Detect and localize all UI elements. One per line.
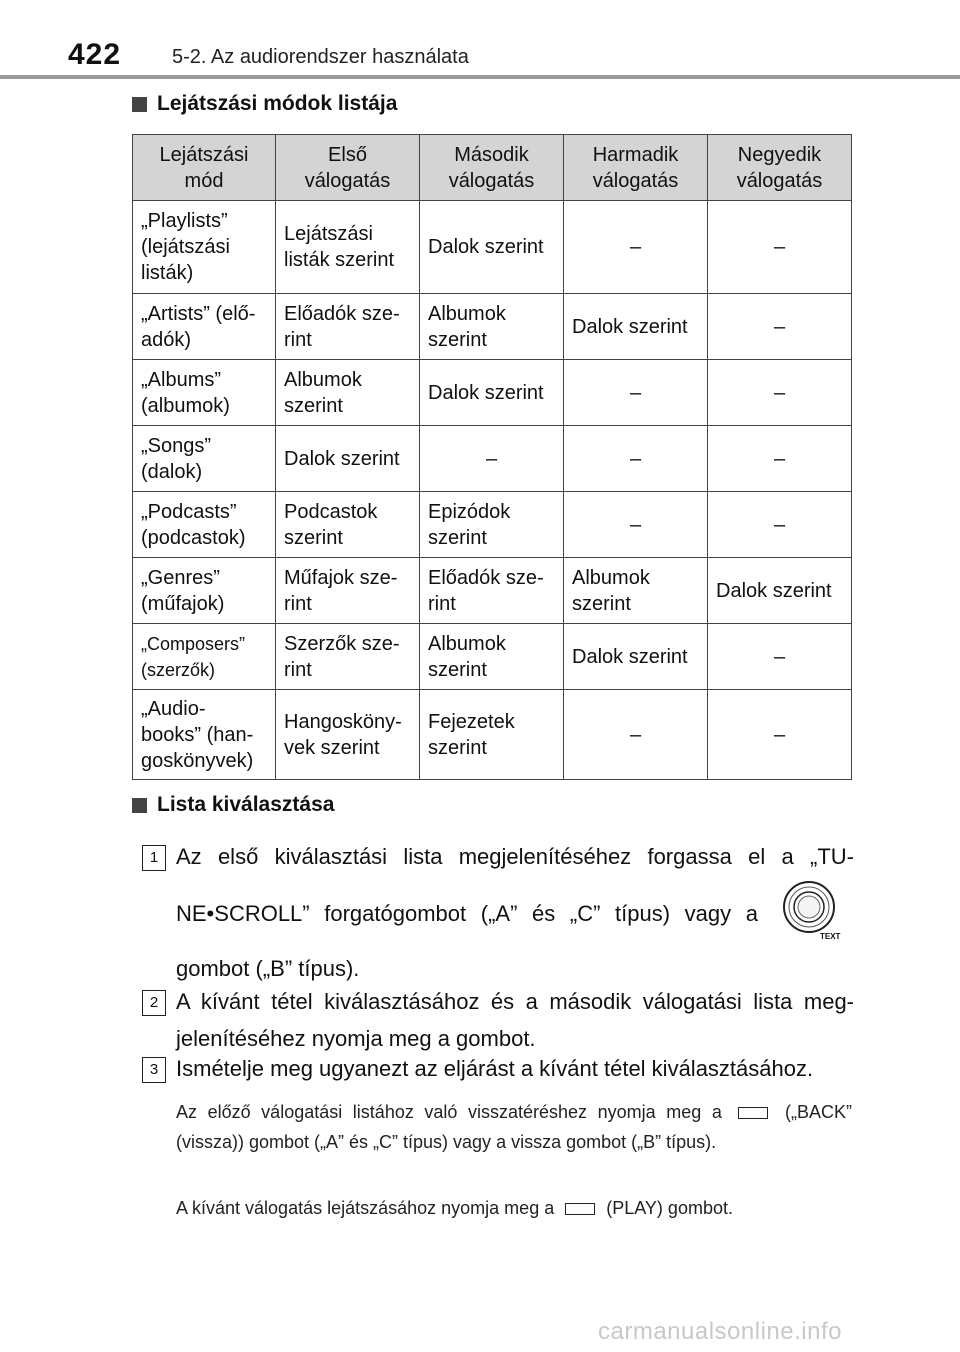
note-text: („BACK” (vissza)) gombot („A” és „C” típus) vagy a vissza gombot („B” típus). [176,1102,852,1152]
step-2 [132,983,854,1057]
table-cell: „Composers” (szerzők) [133,624,276,690]
table-cell: Epizódok szerint [420,492,564,558]
table-cell: Dalok szerint [276,426,420,492]
table-cell: – [708,360,852,426]
column-header: Első válogatás [276,135,420,201]
table-cell: Dalok szerint [564,624,708,690]
table-row [133,690,852,780]
table-cell: – [708,201,852,294]
table-cell: – [708,492,852,558]
table-row [133,294,852,360]
table-cell: – [708,294,852,360]
table-cell: Szerzők sze- rint [276,624,420,690]
step-text-line: Az első kiválasztási lista megjelenítéséhez forgassa el a „TU- [176,844,854,869]
table-row [133,624,852,690]
step-text: Ismételje meg ugyanezt az eljárást a kívánt tétel kiválasztásához. [176,1056,814,1081]
header-rule [0,75,960,79]
step-text: A kívánt tétel kiválasztásához és a második válogatási lista meg-jelenítéséhez nyomja meg a gombot. [176,989,854,1051]
table-cell: – [564,201,708,294]
table-cell: Dalok szerint [420,360,564,426]
table-row [133,492,852,558]
table-row [133,426,852,492]
tune-scroll-knob-icon [782,878,842,942]
table-cell: Előadók sze- rint [276,294,420,360]
table-cell: Műfajok sze- rint [276,558,420,624]
square-bullet-icon [132,97,147,112]
section-heading-text: Lista kiválasztása [157,793,335,816]
table-cell: – [564,492,708,558]
table-header-row [133,135,852,201]
back-button-icon [738,1107,768,1119]
column-header: Harmadik válogatás [564,135,708,201]
table-cell: – [564,690,708,780]
table-cell: Albumok szerint [276,360,420,426]
step-1 [132,838,854,987]
table-cell: „Podcasts” (podcastok) [133,492,276,558]
section-heading-modes [132,92,397,116]
section-heading-text: Lejátszási módok listája [157,92,398,115]
note-text: Az előző válogatási listához való visszatéréshez nyomja meg a [176,1102,722,1122]
page-number: 422 [68,38,122,71]
table-row [133,558,852,624]
column-header: Második válogatás [420,135,564,201]
table-cell: Dalok szerint [564,294,708,360]
step-3 [132,1050,854,1087]
table-cell: Fejezetek szerint [420,690,564,780]
column-header: Lejátszási mód [133,135,276,201]
table-cell: Hangosköny- vek szerint [276,690,420,780]
table-cell: Podcastok szerint [276,492,420,558]
note-text: (PLAY) gombot. [606,1198,733,1218]
table-cell: Albumok szerint [420,294,564,360]
playback-modes-table [132,134,852,780]
table-cell: – [708,690,852,780]
table-cell: Dalok szerint [420,201,564,294]
table-cell: Albumok szerint [420,624,564,690]
note-play [176,1193,852,1223]
knob-label: TEXT [820,932,841,941]
table-row [133,201,852,294]
chapter-title: 5-2. Az audiorendszer használata [172,46,469,68]
table-cell: Előadók sze- rint [420,558,564,624]
table-row [133,360,852,426]
table-cell: – [708,624,852,690]
step-text-line: gombot („B” típus). [176,956,360,981]
square-bullet-icon [132,798,147,813]
step-number: 3 [142,1057,166,1083]
step-number: 2 [142,990,166,1016]
table-cell: „Playlists” (lejátszási listák) [133,201,276,294]
table-cell: – [564,426,708,492]
watermark: carmanualsonline.info [598,1318,842,1345]
step-number: 1 [142,845,166,871]
table-cell: „Albums” (albumok) [133,360,276,426]
table-cell: „Audio- books” (han- goskönyvek) [133,690,276,780]
note-back [176,1097,852,1157]
table-cell: „Artists” (elő- adók) [133,294,276,360]
table-cell: Lejátszási listák szerint [276,201,420,294]
section-heading-list-select [132,793,334,817]
table-cell: – [564,360,708,426]
column-header: Negyedik válogatás [708,135,852,201]
play-button-icon [565,1203,595,1215]
table-cell: – [420,426,564,492]
step-text-line: NE•SCROLL” forgatógombot („A” és „C” típus) vagy a [176,901,758,926]
table-cell: Dalok szerint [708,558,852,624]
note-text: A kívánt válogatás lejátszásához nyomja meg a [176,1198,555,1218]
table-cell: – [708,426,852,492]
table-cell: „Genres” (műfajok) [133,558,276,624]
table-cell: Albumok szerint [564,558,708,624]
table-cell: „Songs” (dalok) [133,426,276,492]
